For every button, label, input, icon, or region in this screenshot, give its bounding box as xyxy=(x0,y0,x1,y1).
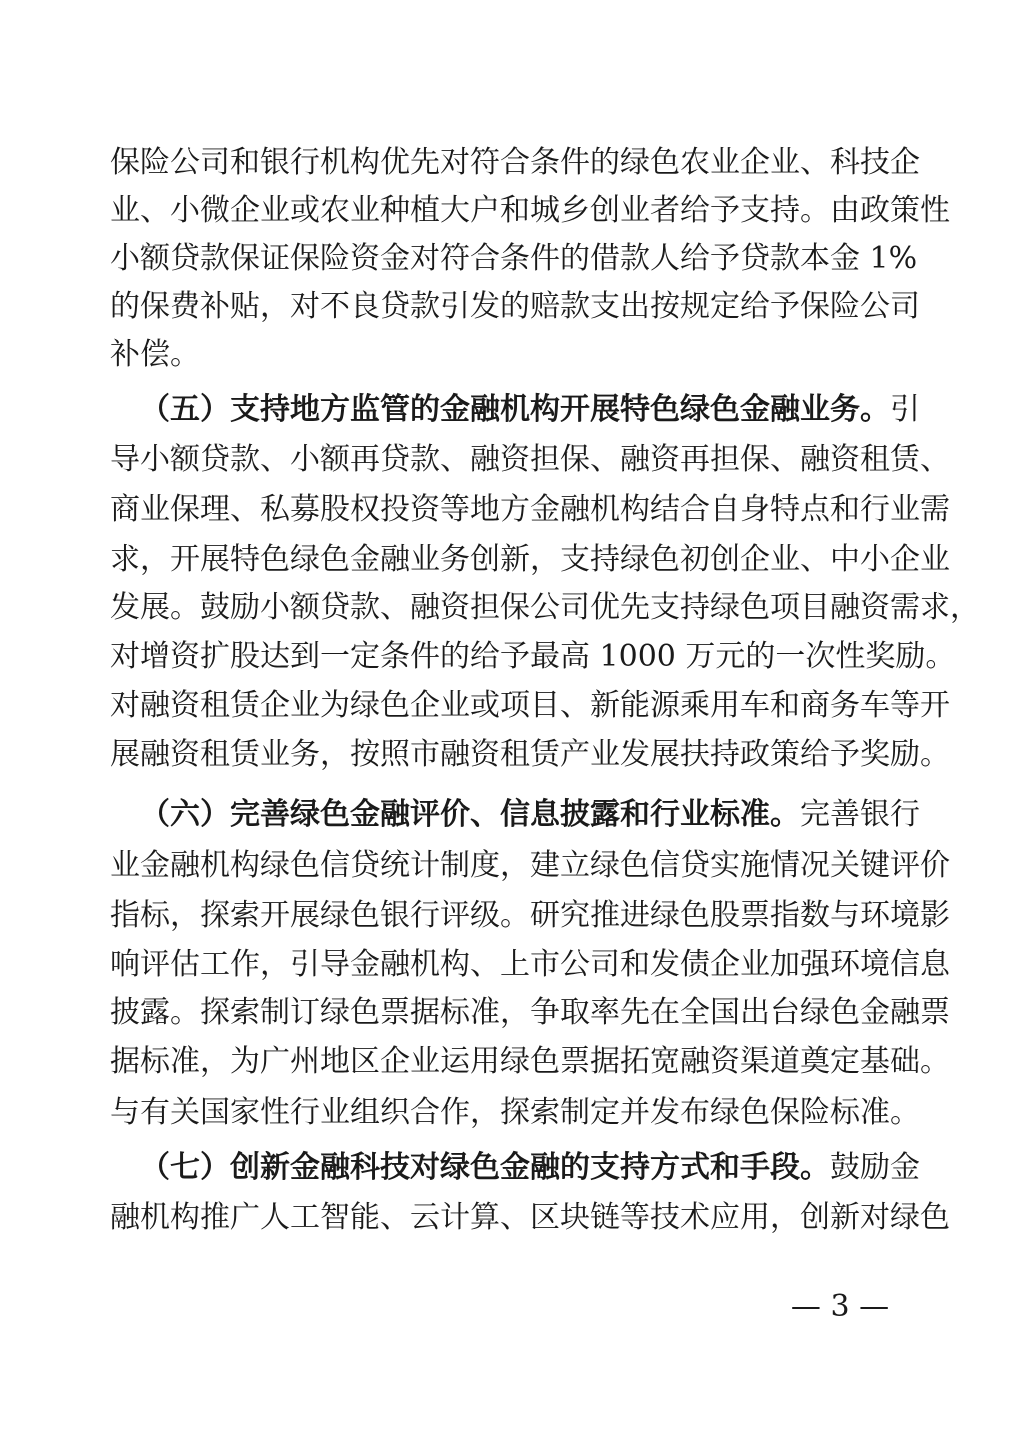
section-7-heading: （七）创新金融科技对绿色金融的支持方式和手段。 xyxy=(140,1150,830,1185)
line-text: 披露。探索制订绿色票据标准，争取率先在全国出台绿色金融票 xyxy=(110,995,950,1030)
text-line-5 xyxy=(110,335,910,375)
section-6-heading: （六）完善绿色金融评价、信息披露和行业标准。 xyxy=(140,797,800,832)
line-text: 指标，探索开展绿色银行评级。研究推进绿色股票指数与环境影 xyxy=(110,898,950,933)
text-line-3 xyxy=(110,239,918,279)
text-line-9 xyxy=(110,540,950,580)
line-text: 补偿。 xyxy=(110,337,200,372)
line-text: 商业保理、私募股权投资等地方金融机构结合自身特点和行业需 xyxy=(110,492,950,527)
line-text: 小额贷款保证保险资金对符合条件的借款人给予贷款本金 1% xyxy=(110,241,918,276)
line-text: 对增资扩股达到一定条件的给予最高 1000 万元的一次性奖励。 xyxy=(110,639,956,674)
text-line-13 xyxy=(110,735,950,775)
text-line-1 xyxy=(110,143,920,183)
text-line-2 xyxy=(110,191,950,231)
text-line-4 xyxy=(110,287,920,327)
text-line-15 xyxy=(110,846,950,886)
line-text: 业、小微企业或农业种植大户和城乡创业者给予支持。由政策性 xyxy=(110,193,950,228)
line-text: 融机构推广人工智能、云计算、区块链等技术应用，创新对绿色 xyxy=(110,1200,950,1235)
text-line-12 xyxy=(110,686,950,726)
line-text: 响评估工作，引导金融机构、上市公司和发债企业加强环境信息 xyxy=(110,947,950,982)
line-text: 引 xyxy=(890,392,920,427)
line-text: 导小额贷款、小额再贷款、融资担保、融资再担保、融资租赁、 xyxy=(110,442,950,477)
text-line-8 xyxy=(110,490,950,530)
line-text: 发展。鼓励小额贷款、融资担保公司优先支持绿色项目融资需求， xyxy=(110,590,980,625)
page-number: — 3 — xyxy=(790,1289,890,1324)
text-line-11 xyxy=(110,637,956,677)
line-text: 展融资租赁业务，按照市融资租赁产业发展扶持政策给予奖励。 xyxy=(110,737,950,772)
line-text: 业金融机构绿色信贷统计制度，建立绿色信贷实施情况关键评价 xyxy=(110,848,950,883)
section-5-heading: （五）支持地方监管的金融机构开展特色绿色金融业务。 xyxy=(140,392,890,427)
line-text: 完善银行 xyxy=(800,797,920,832)
text-line-10 xyxy=(110,588,980,628)
line-text: 求，开展特色绿色金融业务创新，支持绿色初创企业、中小企业 xyxy=(110,542,950,577)
section-5-heading-line xyxy=(140,390,920,430)
text-line-18 xyxy=(110,993,950,1033)
line-text: 对融资租赁企业为绿色企业或项目、新能源乘用车和商务车等开 xyxy=(110,688,950,723)
text-line-7 xyxy=(110,440,950,480)
line-text: 据标准，为广州地区企业运用绿色票据拓宽融资渠道奠定基础。 xyxy=(110,1044,950,1079)
text-line-20 xyxy=(110,1093,920,1133)
line-text: 保险公司和银行机构优先对符合条件的绿色农业企业、科技企 xyxy=(110,145,920,180)
text-line-17 xyxy=(110,945,950,985)
section-6-heading-line xyxy=(140,795,920,835)
text-line-16 xyxy=(110,896,950,936)
text-line-22 xyxy=(110,1198,950,1238)
line-text: 的保费补贴，对不良贷款引发的赔款支出按规定给予保险公司 xyxy=(110,289,920,324)
text-line-19 xyxy=(110,1042,950,1082)
line-text: 与有关国家性行业组织合作，探索制定并发布绿色保险标准。 xyxy=(110,1095,920,1130)
line-text: 鼓励金 xyxy=(830,1150,920,1185)
section-7-heading-line xyxy=(140,1148,920,1188)
